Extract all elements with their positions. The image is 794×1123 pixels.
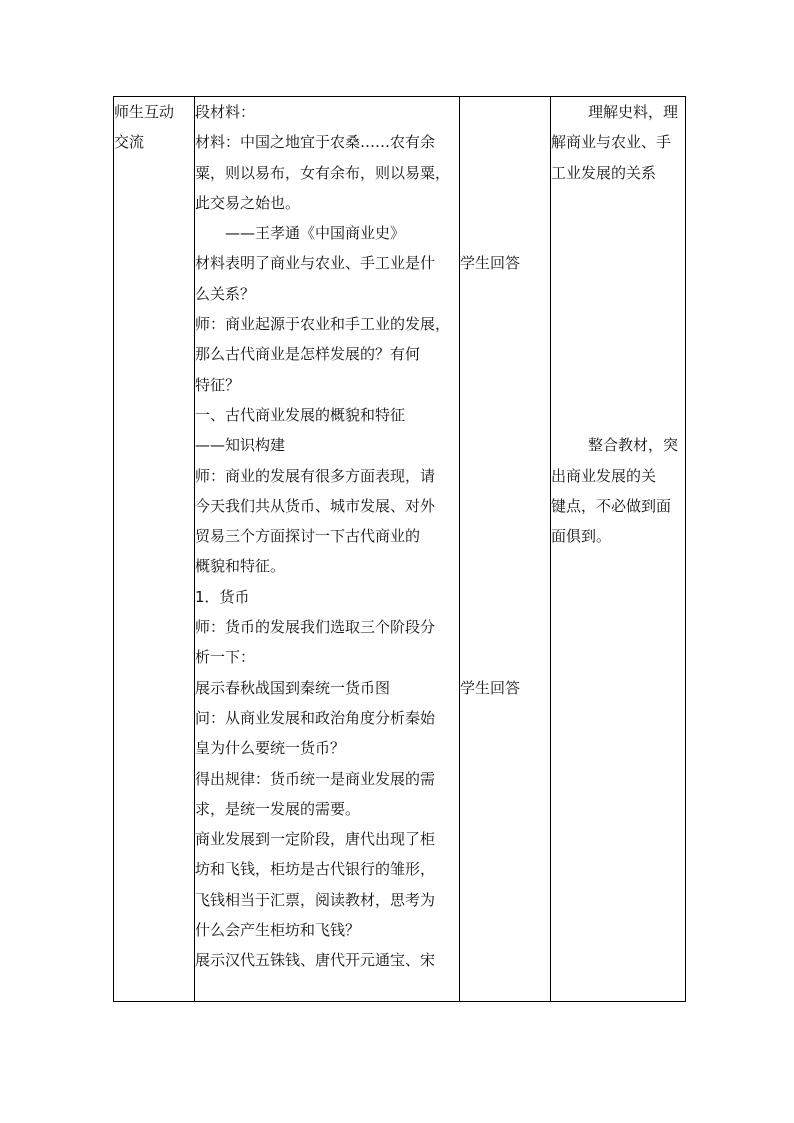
teacher-line: 今天我们共从货币、城市发展、对外: [195, 496, 436, 515]
stage-label-line-1: 师生互动: [114, 103, 175, 121]
teacher-line: 特征？: [195, 375, 241, 394]
teacher-line: 求，是统一发展的需要。: [195, 799, 361, 818]
teacher-line: 展示春秋战国到秦统一货币图: [195, 678, 391, 697]
subsection-heading: 1．货币: [195, 587, 250, 606]
source-citation: ——王孝通《中国商业史》: [225, 224, 406, 243]
teacher-line: 析一下：: [195, 648, 256, 667]
teacher-line: 坊和飞钱，柜坊是古代银行的雏形，: [195, 860, 436, 879]
stage-cell: [114, 97, 195, 1002]
student-activity-cell: [460, 97, 551, 1002]
teacher-line: 师：商业的发展有很多方面表现，请: [195, 466, 436, 485]
intent-line: 解商业与农业、手: [551, 133, 672, 152]
teacher-line: 概貌和特征。: [195, 557, 286, 576]
table-row: [114, 97, 686, 1002]
intent-line: 理解史料，理: [588, 103, 679, 121]
teacher-line: 问：从商业发展和政治角度分析秦始: [195, 708, 436, 727]
teacher-line: 么关系？: [195, 284, 256, 303]
teacher-line: 皇为什么要统一货币？: [195, 739, 346, 758]
design-intent-cell: [551, 97, 686, 1002]
teacher-line: 商业发展到一定阶段，唐代出现了柜: [195, 830, 436, 849]
intent-line: 工业发展的关系: [551, 163, 657, 182]
teacher-line: 得出规律：货币统一是商业发展的需: [195, 769, 436, 788]
section-heading: 一、古代商业发展的概貌和特征: [195, 405, 406, 424]
section-subheading: ——知识构建: [195, 436, 286, 455]
student-answer-2: 学生回答: [460, 678, 521, 697]
intent-line: 出商业发展的关: [551, 466, 657, 485]
teacher-line: 什么会产生柜坊和飞钱？: [195, 921, 361, 940]
teacher-line: 材料：中国之地宜于农桑……农有余: [195, 133, 436, 152]
teacher-line: 飞钱相当于汇票，阅读教材，思考为: [195, 890, 436, 909]
intent-line: 面俱到。: [551, 527, 612, 546]
teacher-line: 师：商业起源于农业和手工业的发展，: [195, 315, 451, 334]
intent-line: 键点，不必做到面: [551, 496, 672, 515]
teacher-line: 那么古代商业是怎样发展的？有何: [195, 345, 421, 364]
teacher-line: 展示汉代五铢钱、唐代开元通宝、宋: [195, 951, 436, 970]
teacher-line: 粟，则以易布，女有余布，则以易粟，: [195, 163, 451, 182]
stage-label-line-2: 交流: [114, 133, 145, 152]
teacher-line: 此交易之始也。: [195, 193, 301, 212]
lesson-plan-table: [113, 96, 686, 1002]
teacher-line: 材料表明了商业与农业、手工业是什: [195, 254, 436, 273]
teacher-activity-cell: [195, 97, 460, 1002]
student-answer-1: 学生回答: [460, 254, 521, 273]
teacher-line: 师：货币的发展我们选取三个阶段分: [195, 618, 436, 637]
teacher-line: 贸易三个方面探讨一下古代商业的: [195, 527, 421, 546]
intent-line: 整合教材，突: [588, 436, 679, 455]
teacher-line: 段材料：: [195, 103, 256, 121]
